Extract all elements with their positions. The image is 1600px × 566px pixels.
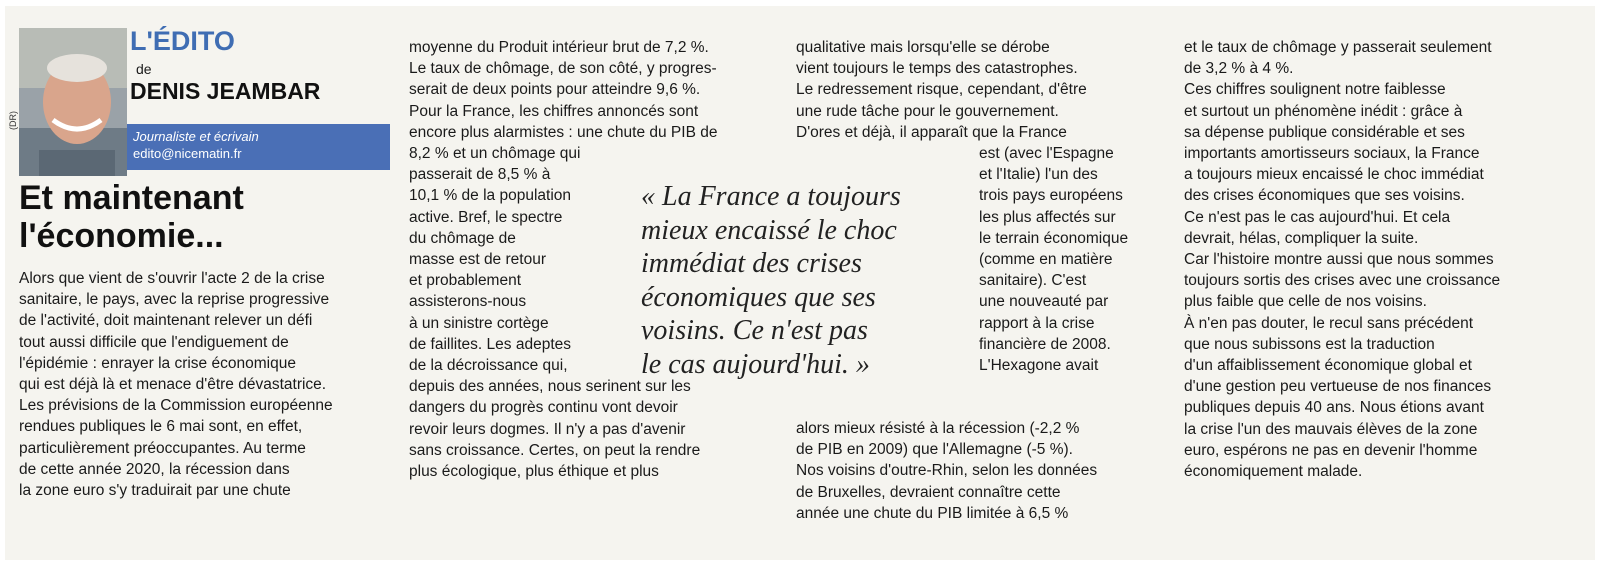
text-line: de l'activité, doit maintenant relever un défi — [19, 312, 313, 330]
author-portrait-image — [19, 28, 127, 176]
text-line: sanitaire, le pays, avec la reprise progressive — [19, 291, 330, 309]
text-line: la crise l'un des mauvais élèves de la zone — [1184, 420, 1478, 438]
text-line: Car l'histoire montre aussi que nous sommes — [1184, 251, 1494, 269]
text-line: euro, espérons ne pas en devenir l'homme — [1184, 441, 1478, 459]
column-4 — [1184, 37, 1500, 482]
author-email: edito@nicematin.fr — [133, 146, 242, 161]
text-line: de Bruxelles, devraient connaître cette — [796, 483, 1061, 501]
text-line: encore plus alarmistes : une chute du PIB de — [409, 123, 718, 141]
text-line: de faillites. Les adeptes — [409, 335, 571, 353]
text-line: (comme en matière — [979, 251, 1113, 269]
text-line: plus écologique, plus éthique et plus — [409, 463, 659, 481]
text-line: masse est de retour — [409, 251, 546, 269]
text-line: de cette année 2020, la récession dans — [19, 460, 290, 478]
text-line: de PIB en 2009) que l'Allemagne (-5 %). — [796, 441, 1073, 459]
column-1 — [19, 268, 333, 501]
text-line: et l'Italie) l'un des — [979, 166, 1098, 184]
text-line: revoir leurs dogmes. Il n'y a pas d'avenir — [409, 420, 686, 438]
text-line: « La France a toujours — [641, 181, 901, 212]
text-line: a toujours mieux encaissé le choc immédiat — [1184, 166, 1484, 184]
text-line: mieux encaissé le choc — [641, 214, 897, 246]
text-line: financière de 2008. — [979, 335, 1111, 353]
text-line: D'ores et déjà, il apparaît que la France — [796, 123, 1067, 141]
text-line: une rude tâche pour le gouvernement. — [796, 102, 1059, 120]
text-line: qui est déjà là et menace d'être dévastatrice. — [19, 376, 327, 394]
text-line: d'un affaiblissement économique global et — [1184, 357, 1472, 375]
text-line: à un sinistre cortège — [409, 314, 549, 332]
text-line: vient toujours le temps des catastrophes. — [796, 60, 1078, 78]
text-line: serait de deux points pour atteindre 9,6 %. — [409, 81, 701, 99]
text-line: la zone euro s'y traduirait par une chute — [19, 482, 291, 500]
text-line: active. Bref, le spectre — [409, 208, 563, 226]
text-line: et surtout un phénomène inédit : grâce à — [1184, 102, 1463, 120]
text-line: plus faible que celle de nos voisins. — [1184, 293, 1427, 311]
text-line: Ces chiffres soulignent notre faiblesse — [1184, 81, 1446, 99]
column-3-side — [979, 143, 1128, 376]
text-line: publiques depuis 40 ans. Nous étions avant — [1184, 399, 1484, 417]
text-line: toujours sortis des crises avec une croissance — [1184, 272, 1501, 290]
text-line: qualitative mais lorsqu'elle se dérobe — [796, 39, 1050, 56]
text-line: moyenne du Produit intérieur brut de 7,2 %. — [409, 39, 709, 56]
text-line: L'Hexagone avait — [979, 357, 1099, 375]
text-line: du chômage de — [409, 229, 516, 247]
text-line: tout aussi difficile que l'endiguement de — [19, 333, 289, 351]
text-line: une nouveauté par — [979, 293, 1109, 311]
text-line: sa dépense publique considérable et ses — [1184, 123, 1465, 141]
author-info-band — [127, 124, 390, 170]
text-line: trois pays européens — [979, 187, 1123, 205]
text-line: l'épidémie : enrayer la crise économique — [19, 354, 296, 372]
section-kicker: L'ÉDITO — [130, 26, 235, 56]
author-role: Journaliste et écrivain — [133, 129, 259, 144]
text-line: 8,2 % et un chômage qui — [409, 145, 581, 163]
text-line: dangers du progrès continu vont devoir — [409, 399, 678, 417]
text-line: est (avec l'Espagne — [979, 145, 1114, 162]
text-line: année une chute du PIB limitée à 6,5 % — [796, 504, 1069, 522]
column-3-bottom — [796, 418, 1097, 524]
text-line: assisterons-nous — [409, 293, 527, 311]
text-line: de 3,2 % à 4 %. — [1184, 60, 1294, 78]
text-line: passerait de 8,5 % à — [409, 166, 551, 184]
text-line: économiquement malade. — [1184, 463, 1363, 481]
article-headline: Et maintenant l'économie... — [19, 179, 244, 255]
text-line: devrait, hélas, compliquer la suite. — [1184, 229, 1419, 247]
text-line: alors mieux résisté à la récession (-2,2 % — [796, 420, 1080, 437]
text-line: immédiat des crises — [641, 248, 862, 279]
text-line: sans croissance. Certes, on peut la rendre — [409, 441, 701, 459]
text-line: économiques que ses — [641, 281, 876, 313]
pull-quote — [641, 180, 901, 381]
text-line: rendues publiques le 6 mai sont, en effet, — [19, 418, 303, 436]
text-line: sanitaire). C'est — [979, 272, 1087, 290]
text-line: rapport à la crise — [979, 314, 1095, 332]
text-line: depuis des années, nous serinent sur les — [409, 378, 691, 396]
text-line: voisins. Ce n'est pas — [641, 315, 868, 346]
text-line: et probablement — [409, 272, 522, 290]
text-line: importants amortisseurs sociaux, la France — [1184, 145, 1480, 163]
text-line: Le redressement risque, cependant, d'être — [796, 81, 1087, 99]
text-line: et le taux de chômage y passerait seulement — [1184, 39, 1492, 56]
text-line: Ce n'est pas le cas aujourd'hui. Et cela — [1184, 208, 1451, 226]
text-line: d'une gestion peu vertueuse de nos finances — [1184, 378, 1492, 396]
text-line: particulièrement préoccupantes. Au terme — [19, 439, 306, 457]
author-name: DENIS JEAMBAR — [130, 78, 321, 104]
text-line: Nos voisins d'outre-Rhin, selon les données — [796, 462, 1098, 480]
text-line: le cas aujourd'hui. » — [641, 348, 870, 380]
text-line: de la décroissance qui, — [409, 357, 568, 375]
text-line: le terrain économique — [979, 229, 1129, 247]
text-line: Le taux de chômage, de son côté, y progres- — [409, 60, 717, 78]
text-line: les plus affectés sur — [979, 208, 1116, 226]
text-line: Les prévisions de la Commission européenne — [19, 397, 333, 415]
text-line: À n'en pas douter, le recul sans précédent — [1184, 314, 1474, 332]
author-photo — [19, 28, 127, 176]
column-3-top — [796, 37, 1087, 143]
text-line: que nous subissons est la traduction — [1184, 335, 1435, 353]
text-line: des crises économiques que ses voisins. — [1184, 187, 1465, 205]
text-line: 10,1 % de la population — [409, 187, 572, 205]
byline-de: de — [136, 61, 152, 77]
text-line: Pour la France, les chiffres annoncés sont — [409, 102, 699, 120]
text-line: Alors que vient de s'ouvrir l'acte 2 de la crise — [19, 270, 325, 287]
photo-credit: (DR) — [8, 111, 18, 130]
